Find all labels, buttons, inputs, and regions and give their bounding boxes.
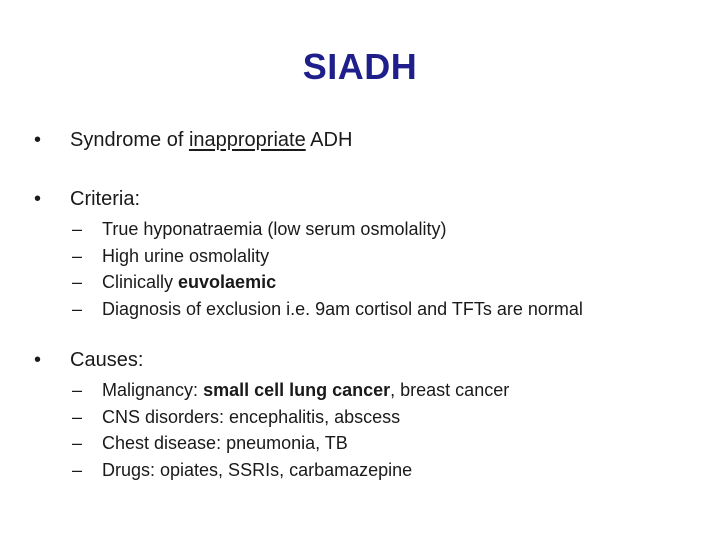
list-item-bold-text: small cell lung cancer — [203, 380, 391, 400]
list-item — [72, 296, 583, 323]
list-item-text: Drugs: opiates, SSRIs, carbamazepine — [102, 459, 413, 480]
list-item — [72, 269, 583, 296]
criteria-list — [72, 216, 583, 322]
list-item-text: Malignancy: — [102, 380, 204, 400]
dash-marker: – — [72, 272, 83, 292]
list-item-bold-text: euvolaemic — [178, 272, 277, 292]
bullet-criteria — [34, 187, 140, 211]
list-item — [72, 457, 509, 484]
bullet-marker: • — [34, 129, 42, 151]
list-item — [72, 430, 509, 457]
list-item-text: , breast cancer — [390, 380, 510, 400]
list-item-text: CNS disorders: encephalitis, abscess — [102, 406, 401, 427]
bullet-marker: • — [34, 188, 42, 210]
dash-marker: – — [72, 406, 83, 427]
bullet-text-suffix: ADH — [305, 129, 353, 151]
list-item-text: Diagnosis of exclusion i.e. 9am cortisol and TFTs are normal — [102, 298, 583, 319]
list-item-text: True hyponatraemia (low serum osmolality) — [102, 219, 447, 239]
list-item-text: Clinically — [102, 272, 179, 292]
bullet-marker: • — [34, 349, 42, 371]
list-item — [72, 377, 509, 404]
list-item — [72, 404, 509, 431]
bullet-text-prefix: Syndrome of — [70, 129, 189, 151]
slide-title: SIADH — [302, 46, 418, 87]
list-item — [72, 216, 583, 243]
dash-marker: – — [72, 245, 83, 266]
list-item — [72, 243, 583, 270]
dash-marker: – — [72, 298, 83, 319]
bullet-causes — [34, 348, 143, 372]
list-item-text: Chest disease: pneumonia, TB — [102, 433, 348, 453]
list-item-text: High urine osmolality — [102, 245, 270, 266]
dash-marker: – — [72, 380, 83, 400]
bullet-label: Criteria: — [70, 188, 141, 210]
bullet-syndrome — [34, 128, 352, 152]
dash-marker: – — [72, 219, 83, 239]
causes-list — [72, 377, 509, 483]
bullet-label: Causes: — [70, 349, 144, 371]
dash-marker: – — [72, 433, 83, 453]
dash-marker: – — [72, 459, 83, 480]
bullet-text-emphasis: inappropriate — [188, 129, 306, 151]
